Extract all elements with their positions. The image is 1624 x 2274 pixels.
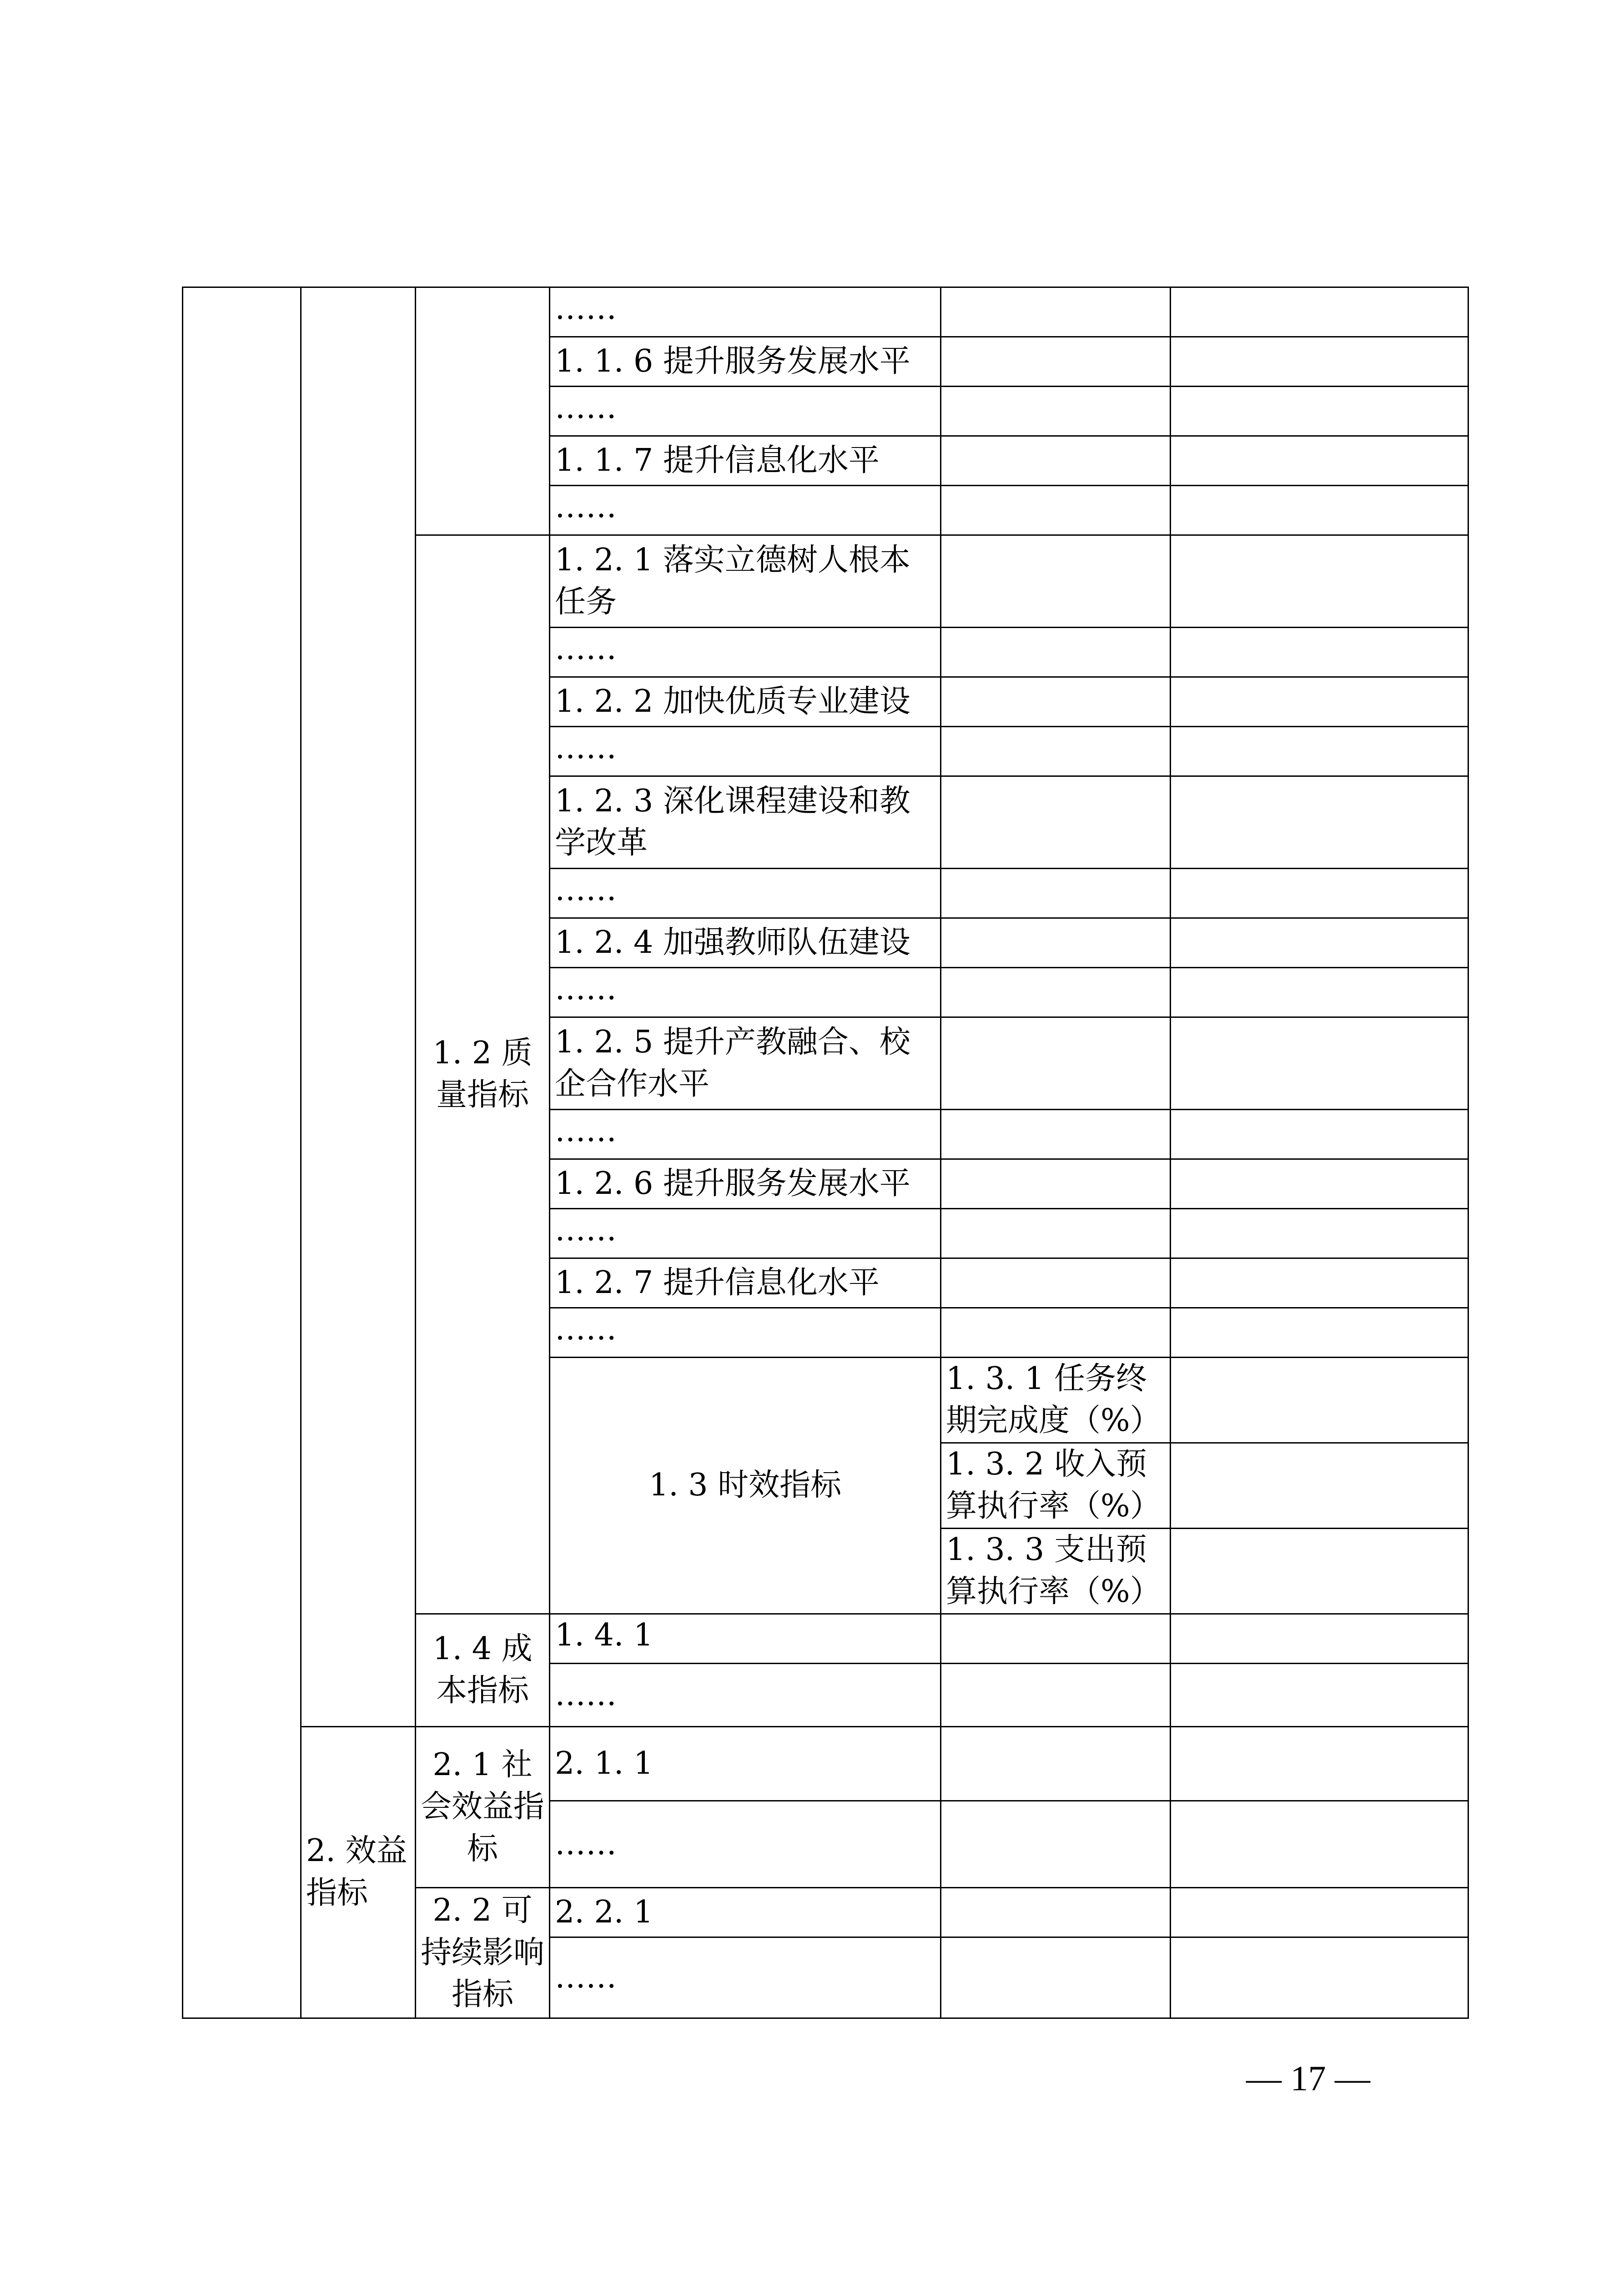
indicator-cell: 1. 2. 7 提升信息化水平 <box>550 1258 941 1308</box>
value-cell <box>1171 1528 1468 1614</box>
value-cell <box>941 869 1171 918</box>
value-cell <box>1171 677 1468 727</box>
value-cell <box>1171 1937 1468 2018</box>
empty-cell <box>301 287 416 1727</box>
value-cell <box>941 287 1171 337</box>
indicator-cell: 1. 4. 1 <box>550 1614 941 1663</box>
value-cell <box>941 1663 1171 1726</box>
indicator-cell: …… <box>550 1663 941 1726</box>
value-cell <box>1171 1614 1468 1663</box>
indicator-cell: …… <box>550 287 941 337</box>
value-cell <box>1171 1308 1468 1358</box>
value-cell <box>941 1017 1171 1110</box>
indicator-cell: 1. 2. 5 提升产教融合、校企合作水平 <box>550 1017 941 1110</box>
value-cell <box>1171 1209 1468 1258</box>
value-cell <box>1171 387 1468 436</box>
value-cell <box>941 1209 1171 1258</box>
indicator-cell: 1. 2. 2 加快优质专业建设 <box>550 677 941 727</box>
indicator-cell: 1. 1. 6 提升服务发展水平 <box>550 337 941 387</box>
indicator-cell: 2. 1. 1 <box>550 1726 941 1801</box>
indicator-cell: 1. 2. 4 加强教师队伍建设 <box>550 918 941 968</box>
page-number: — 17 — <box>1246 2058 1370 2098</box>
value-cell <box>941 776 1171 869</box>
indicator-cell: …… <box>550 869 941 918</box>
empty-cell <box>416 287 550 535</box>
indicator-cell: …… <box>550 1937 941 2018</box>
value-cell <box>941 1308 1171 1358</box>
value-cell <box>941 337 1171 387</box>
value-cell <box>1171 1017 1468 1110</box>
value-cell <box>1171 1159 1468 1209</box>
indicator-cell: 1. 3. 3 支出预算执行率（%） <box>941 1528 1171 1614</box>
value-cell <box>1171 869 1468 918</box>
value-cell <box>1171 1110 1468 1159</box>
indicator-cell: 1. 1. 7 提升信息化水平 <box>550 436 941 486</box>
indicator-cell: 1. 3. 2 收入预算执行率（%） <box>941 1443 1171 1528</box>
value-cell <box>1171 1258 1468 1308</box>
indicator-cell: …… <box>550 1801 941 1887</box>
value-cell <box>1171 486 1468 535</box>
value-cell <box>1171 727 1468 776</box>
value-cell <box>1171 1887 1468 1937</box>
table-row <box>183 1726 1468 1801</box>
value-cell <box>941 727 1171 776</box>
indicator-cell: 1. 2. 1 落实立德树人根本任务 <box>550 535 941 628</box>
value-cell <box>1171 1358 1468 1443</box>
value-cell <box>941 1110 1171 1159</box>
indicator-cell: …… <box>550 1308 941 1358</box>
value-cell <box>941 1159 1171 1209</box>
value-cell <box>1171 776 1468 869</box>
value-cell <box>1171 628 1468 677</box>
indicator-cell: …… <box>550 968 941 1017</box>
value-cell <box>941 628 1171 677</box>
category-label-2: 2. 效益指标 <box>301 1726 416 2018</box>
value-cell <box>941 535 1171 628</box>
value-cell <box>941 677 1171 727</box>
indicator-table <box>182 287 1469 2019</box>
value-cell <box>941 1887 1171 1937</box>
empty-cell <box>183 287 301 2018</box>
value-cell <box>1171 1726 1468 1801</box>
value-cell <box>941 387 1171 436</box>
table-row <box>183 287 1468 337</box>
value-cell <box>941 1937 1171 2018</box>
value-cell <box>941 486 1171 535</box>
value-cell <box>941 1801 1171 1887</box>
group-label-1-4: 1. 4 成本指标 <box>416 1614 550 1726</box>
value-cell <box>941 1614 1171 1663</box>
value-cell <box>1171 1443 1468 1528</box>
value-cell <box>1171 287 1468 337</box>
group-label-1-2: 1. 2 质量指标 <box>416 535 550 1614</box>
indicator-cell: …… <box>550 727 941 776</box>
value-cell <box>941 1726 1171 1801</box>
value-cell <box>941 968 1171 1017</box>
value-cell <box>1171 535 1468 628</box>
value-cell <box>941 918 1171 968</box>
value-cell <box>1171 1663 1468 1726</box>
indicator-cell: …… <box>550 628 941 677</box>
value-cell <box>1171 968 1468 1017</box>
indicator-cell: 1. 2. 3 深化课程建设和教学改革 <box>550 776 941 869</box>
indicator-cell: 2. 2. 1 <box>550 1887 941 1937</box>
indicator-cell: 1. 2. 6 提升服务发展水平 <box>550 1159 941 1209</box>
indicator-cell: …… <box>550 486 941 535</box>
indicator-cell: 1. 3. 1 任务终期完成度（%） <box>941 1358 1171 1443</box>
value-cell <box>1171 1801 1468 1887</box>
indicator-cell: …… <box>550 1110 941 1159</box>
value-cell <box>1171 337 1468 387</box>
group-label-2-1: 2. 1 社会效益指标 <box>416 1726 550 1887</box>
group-label-1-3: 1. 3 时效指标 <box>550 1358 941 1614</box>
value-cell <box>941 1258 1171 1308</box>
value-cell <box>941 436 1171 486</box>
value-cell <box>1171 918 1468 968</box>
group-label-2-2: 2. 2 可持续影响指标 <box>416 1887 550 2018</box>
value-cell <box>1171 436 1468 486</box>
indicator-cell: …… <box>550 1209 941 1258</box>
indicator-cell: …… <box>550 387 941 436</box>
